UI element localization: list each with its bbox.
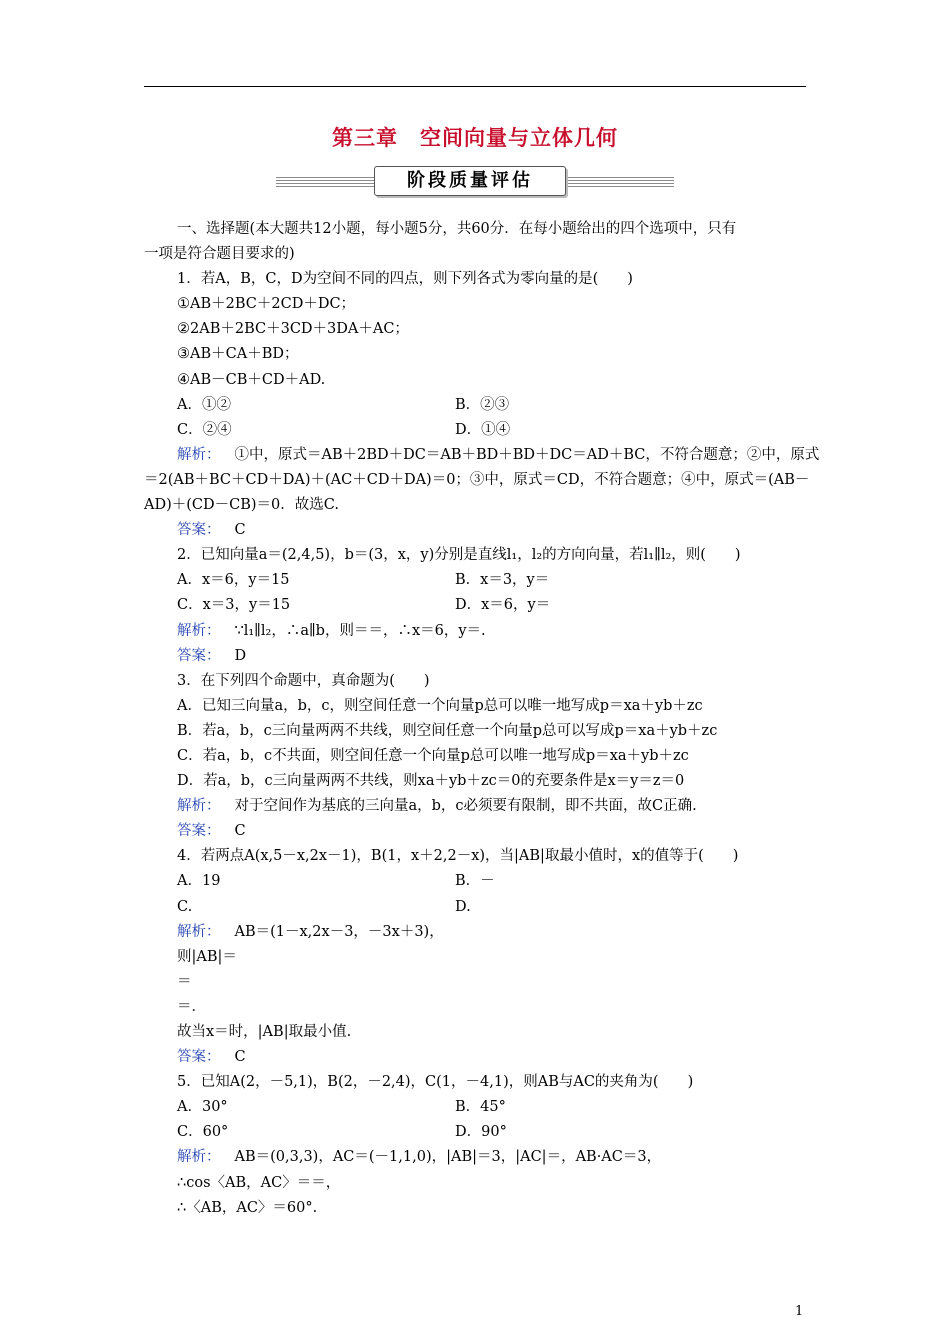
question-2-answer xyxy=(144,644,808,669)
answer-label: 答案： xyxy=(177,522,221,539)
question-2-options-row xyxy=(144,593,808,618)
analysis-label: 解析： xyxy=(177,798,221,815)
question-3-analysis xyxy=(144,794,808,819)
question-5-analysis xyxy=(144,1145,808,1170)
question-3-answer xyxy=(144,819,808,844)
analysis-step: ∴cos〈AB，AC〉＝＝， xyxy=(177,1174,341,1191)
chapter-title: 第三章 空间向量与立体几何 xyxy=(332,125,618,150)
question-2-stem: 2．已知向量a＝(2,4,5)，b＝(3，x，y)分别是直线l₁，l₂的方向向量，若l₁∥l₂，则( ) xyxy=(177,547,741,564)
question-2-analysis xyxy=(144,619,808,644)
option-d: D．90° xyxy=(455,1124,507,1141)
option-b: B．45° xyxy=(455,1099,506,1116)
question-5-options-row xyxy=(144,1120,808,1145)
answer-label: 答案： xyxy=(177,1049,221,1066)
analysis-step: ＝ xyxy=(177,973,192,990)
analysis-label: 解析： xyxy=(177,622,221,639)
option-a: A．①② xyxy=(177,396,231,413)
answer-label: 答案： xyxy=(177,823,221,840)
question-4-options-row xyxy=(144,869,808,894)
question-4-answer xyxy=(144,1045,808,1070)
option-a: A．19 xyxy=(177,873,221,890)
section-intro: 一、选择题(本大题共12小题，每小题5分，共60分．在每小题给出的四个选项中，只有 xyxy=(177,221,737,237)
header-rule xyxy=(144,86,806,87)
question-1-analysis-cont: AD)＋(CD－CB)＝0．故选C. xyxy=(144,497,339,514)
analysis-text: ①中，原式＝AB＋2BD＋DC＝AB＋BD＋BD＋DC＝AD＋BC，不符合题意；②中，原式 xyxy=(234,446,820,463)
answer-label: 答案： xyxy=(177,647,221,664)
analysis-text: ∵l₁∥l₂，∴a∥b，则＝＝，∴x＝6，y＝. xyxy=(234,622,486,639)
option-a: A．x＝6，y＝15 xyxy=(177,572,290,589)
question-1-options-row xyxy=(144,393,808,418)
answer-value: D xyxy=(234,647,247,664)
option-b: B．x＝3，y＝ xyxy=(455,572,550,589)
analysis-step: ∴〈AB，AC〉＝60°. xyxy=(177,1199,318,1216)
question-1-analysis-cont: ＝2(AB＋BC＋CD＋DA)＋(AC＋CD＋DA)＝0；③中，原式＝CD，不符合题意；④中，原式＝(AB－ xyxy=(144,471,810,488)
question-5-options-row xyxy=(144,1095,808,1120)
question-1-item: ③AB＋CA＋BD； xyxy=(177,346,299,363)
question-1-item: ②2AB＋2BC＋3CD＋3DA＋AC； xyxy=(177,321,409,338)
question-5-stem: 5．已知A(2，－5,1)，B(2，－2,4)，C(1，－4,1)，则AB与AC的夹角为( ) xyxy=(177,1074,694,1091)
analysis-label: 解析： xyxy=(177,1149,221,1166)
option-d: D. xyxy=(455,898,471,915)
option-b: B．－ xyxy=(455,873,495,890)
question-3-stem: 3．在下列四个命题中，真命题为( ) xyxy=(177,672,430,689)
option-c: C．x＝3，y＝15 xyxy=(177,597,291,614)
question-1-answer xyxy=(144,518,808,543)
question-1-analysis xyxy=(144,443,820,468)
option-c: C．60° xyxy=(177,1124,229,1141)
answer-value: C xyxy=(234,522,246,539)
analysis-step: ＝． xyxy=(177,998,206,1015)
section-banner xyxy=(276,166,674,196)
question-2-options-row xyxy=(144,568,808,593)
option-c: C．②④ xyxy=(177,421,232,438)
question-1-options-row xyxy=(144,418,808,443)
option-b: B．②③ xyxy=(455,396,510,413)
question-4-analysis xyxy=(144,920,808,945)
option-a: A．已知三向量a，b，c，则空间任意一个向量p总可以唯一地写成p＝xa＋yb＋zc xyxy=(177,697,703,714)
question-1-item: ①AB＋2BC＋2CD＋DC； xyxy=(177,296,356,313)
question-1-stem: 1．若A，B，C，D为空间不同的四点，则下列各式为零向量的是( ) xyxy=(177,271,633,288)
section-intro-cont: 一项是符合题目要求的) xyxy=(144,246,295,263)
analysis-step: 则|AB|＝ xyxy=(177,948,237,965)
option-c: C．若a，b，c不共面，则空间任意一个向量p总可以唯一地写成p＝xa＋yb＋zc xyxy=(177,747,689,764)
question-1-item: ④AB－CB＋CD＋AD. xyxy=(177,371,326,388)
option-b: B．若a，b，c三向量两两不共线，则空间任意一个向量p总可以写成p＝xa＋yb＋zc xyxy=(177,722,718,739)
document-body xyxy=(144,217,820,1221)
analysis-label: 解析： xyxy=(177,446,221,463)
banner-label: 阶段质量评估 xyxy=(374,166,566,196)
analysis-label: 解析： xyxy=(177,923,221,940)
question-4-stem: 4．若两点A(x,5－x,2x－1)，B(1，x＋2,2－x)，当|AB|取最小值时，x的值等于( ) xyxy=(177,848,739,865)
analysis-text: AB＝(0,3,3)，AC＝(－1,1,0)，|AB|＝3，|AC|＝，AB·AC＝3， xyxy=(234,1149,662,1166)
option-d: D．x＝6，y＝ xyxy=(455,597,551,614)
analysis-text: AB＝(1－x,2x－3，－3x＋3)， xyxy=(234,923,444,940)
option-d: D．若a，b，c三向量两两不共线，则xa＋yb＋zc＝0的充要条件是x＝y＝z＝0 xyxy=(177,773,685,790)
option-d: D．①④ xyxy=(455,421,511,438)
option-a: A．30° xyxy=(177,1099,228,1116)
answer-value: C xyxy=(234,1049,246,1066)
question-4-options-row xyxy=(144,895,808,920)
answer-value: C xyxy=(234,823,246,840)
analysis-text: 对于空间作为基底的三向量a，b，c必须要有限制，即不共面，故C正确. xyxy=(234,798,697,815)
analysis-step: 故当x＝时，|AB|取最小值. xyxy=(177,1024,352,1040)
option-c: C. xyxy=(177,898,193,915)
page-number: 1 xyxy=(795,1304,804,1319)
